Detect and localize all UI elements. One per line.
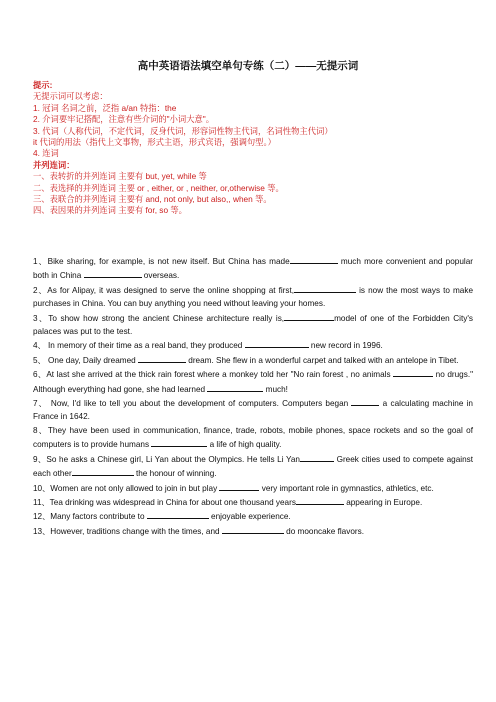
exercise-item: 11、Tea drinking was widespread in China for about one thousand years appearing in Europe. (33, 495, 473, 509)
answer-blank[interactable] (207, 382, 263, 392)
answer-blank[interactable] (296, 495, 344, 505)
answer-blank[interactable] (245, 338, 309, 348)
conjunction-line: 四、表因果的并列连词 主要有 for, so 等。 (33, 205, 187, 216)
answer-blank[interactable] (72, 466, 134, 476)
exercise-item: 2、As for Alipay, it was designed to serve the online shopping at first, is now the most ways to make purchases in China. You can buy anything you need without leaving your homes. (33, 283, 473, 311)
page-title: 高中英语语法填空单句专练（二）——无提示词 (137, 60, 359, 72)
answer-blank[interactable] (219, 481, 259, 491)
answer-blank[interactable] (351, 396, 379, 406)
answer-blank[interactable] (151, 437, 207, 447)
tips-line: 2. 介词要牢记搭配，注意有些介词的"小词大意"。 (33, 114, 215, 125)
conjunction-line: 三、表联合的并列连词 主要有 and, not only, but also,, when 等。 (33, 194, 272, 205)
exercise-item: 12、Many factors contribute to enjoyable experience. (33, 509, 473, 523)
exercise-item: 7、 Now, I'd like to tell you about the development of computers. Computers began a calculating machine in France in 1642. (33, 396, 473, 424)
exercise-item: 9、So he asks a Chinese girl, Li Yan about the Olympics. He tells Li Yan Greek cities used to compete against each other the honour of winning. (33, 452, 473, 481)
tips-section (33, 80, 473, 217)
exercise-item: 10、Women are not only allowed to join in but play very important role in gymnastics, athletics, etc. (33, 481, 473, 495)
tips-line: 无提示词可以考虑： (33, 91, 108, 102)
tips-line: 4. 连词 (33, 148, 59, 159)
exercise-item: 3、To show how strong the ancient Chinese architecture really is, model of one of the Forbidden City's palaces was put to the test. (33, 311, 473, 339)
answer-blank[interactable] (294, 283, 356, 293)
exercise-item: 6、At last she arrived at the thick rain forest where a monkey told her "No rain forest , no animals no drugs." Although everything had gone, she had learned much! (33, 367, 473, 396)
answer-blank[interactable] (284, 311, 334, 321)
tips-line: 3. 代词（人称代词，不定代词，反身代词，形容词性物主代词，名词性物主代词） (33, 125, 333, 136)
tips-line: it 代词的用法（指代上文事物，形式主语，形式宾语，强调句型。） (33, 137, 276, 148)
conjunction-heading: 并列连词： (33, 159, 75, 170)
answer-blank[interactable] (138, 353, 186, 363)
exercise-item: 5、 One day, Daily dreamed dream. She flew in a wonderful carpet and talked with an antelope in Tibet. (33, 353, 473, 367)
exercise-list (33, 254, 473, 538)
answer-blank[interactable] (147, 509, 209, 519)
conjunction-line: 二、表选择的并列连词 主要 or , either, or , neither, or,otherwise 等。 (33, 182, 284, 193)
answer-blank[interactable] (84, 268, 142, 278)
answer-blank[interactable] (290, 254, 338, 264)
exercise-item: 13、However, traditions change with the times, and do mooncake flavors. (33, 524, 473, 538)
exercise-item: 1、Bike sharing, for example, is not new itself. But China has made much more convenient and popular both in China overseas. (33, 254, 473, 283)
tips-line: 1. 冠词 名词之前，泛指 a/an 特指：the (33, 102, 177, 113)
exercise-item: 4、 In memory of their time as a real band, they produced new record in 1996. (33, 338, 473, 352)
answer-blank[interactable] (393, 367, 433, 377)
answer-blank[interactable] (222, 524, 284, 534)
conjunction-line: 一、表转折的并列连词 主要有 but, yet, while 等 (33, 171, 207, 182)
exercise-item: 8、They have been used in communication, finance, trade, robots, mobile phones, space rockets and so the goal of computers is to provide humans a life of high quality. (33, 425, 473, 450)
tips-heading: 提示: (33, 80, 53, 90)
answer-blank[interactable] (300, 452, 334, 462)
